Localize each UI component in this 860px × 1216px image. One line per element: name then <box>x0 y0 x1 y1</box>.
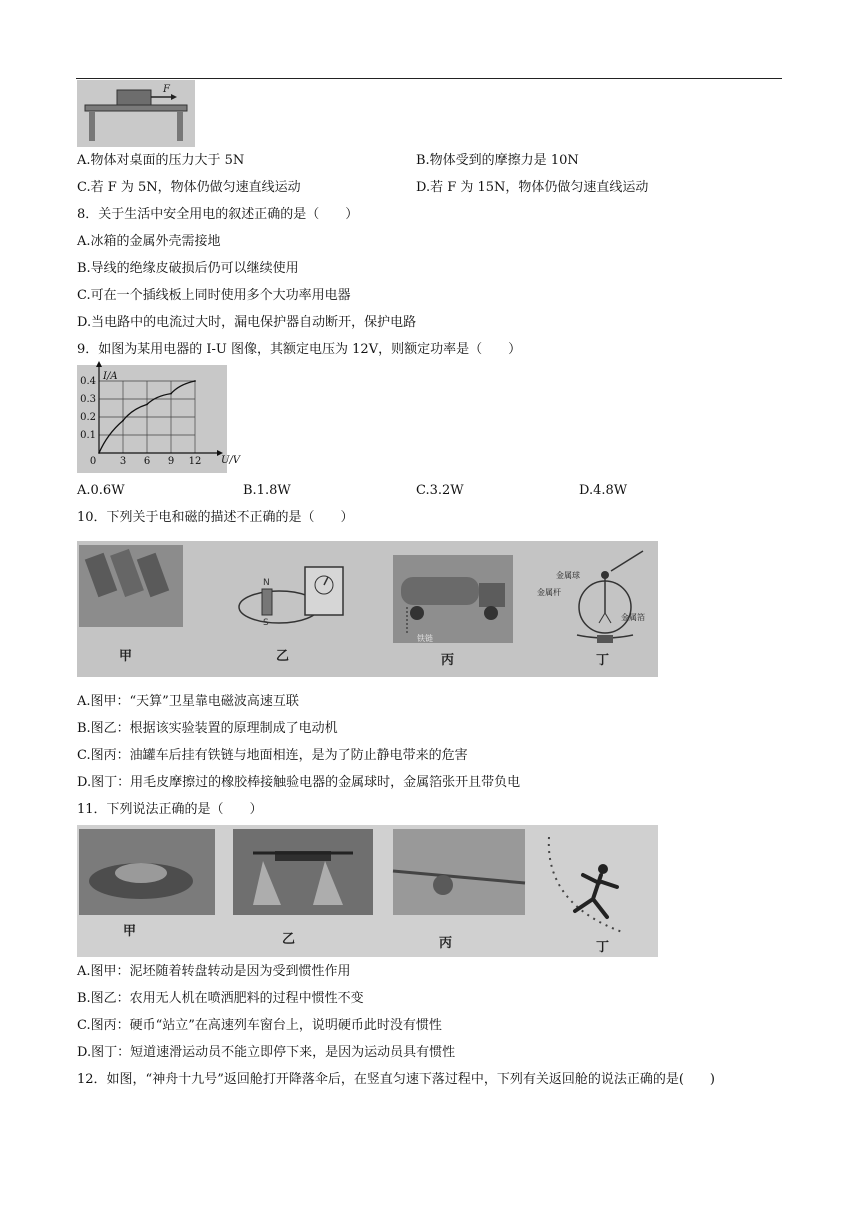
x-axis-label: U/V <box>221 455 241 466</box>
iu-point <box>98 452 100 454</box>
q10-caption-jia: 甲 <box>119 649 133 664</box>
q10-caption-yi: 乙 <box>276 649 290 664</box>
q11-caption-jia: 甲 <box>123 924 137 939</box>
q10-option-b: B.图乙：根据该实验装置的原理制成了电动机 <box>77 721 338 736</box>
iu-point <box>170 393 172 395</box>
q11-option-d: D.图丁：短道速滑运动员不能立即停下来，是因为运动员具有惯性 <box>77 1045 456 1060</box>
q10-stem: 10．下列关于电和磁的描述不正确的是（ ） <box>77 510 354 525</box>
q10-caption-ding: 丁 <box>596 653 610 668</box>
y-axis-arrow <box>96 361 102 367</box>
force-label: F <box>163 84 170 95</box>
q10-figure-strip <box>77 541 658 677</box>
q12-stem: 12．如图，“神舟十九号”返回舱打开降落伞后，在竖直匀速下落过程中，下列有关返回舱的说法正确的是( ) <box>77 1072 715 1087</box>
q8-stem: 8．关于生活中安全用电的叙述正确的是（ ） <box>77 207 359 222</box>
x-tick-label: 6 <box>143 456 151 467</box>
x-tick-label: 12 <box>188 456 202 467</box>
y-tick-label: 0.4 <box>80 376 96 387</box>
iu-point <box>194 380 196 382</box>
x-tick-label: 3 <box>119 456 127 467</box>
x-tick-label: 0 <box>89 456 97 467</box>
q9-option-b: B.1.8W <box>243 483 291 498</box>
q9-stem: 9．如图为某用电器的 I-U 图像，其额定电压为 12V，则额定功率是（ ） <box>77 342 522 357</box>
q11-option-a: A.图甲：泥坯随着转盘转动是因为受到惯性作用 <box>77 964 351 979</box>
top-rule <box>76 78 782 79</box>
y-tick-label: 0.3 <box>80 394 96 405</box>
q9-option-d: D.4.8W <box>579 483 628 498</box>
x-tick-label: 9 <box>167 456 175 467</box>
y-axis-label: I/A <box>103 371 118 382</box>
iu-chart <box>77 365 241 473</box>
q8-option-c: C.可在一个插线板上同时使用多个大功率用电器 <box>77 288 351 303</box>
q11-stem: 11．下列说法正确的是（ ） <box>77 802 263 817</box>
q7-option-a: A.物体对桌面的压力大于 5N <box>77 153 245 168</box>
iu-graph-figure <box>77 365 241 473</box>
q10-option-a: A.图甲：“天算”卫星靠电磁波高速互联 <box>77 694 299 709</box>
q10-caption-bing: 丙 <box>441 653 455 668</box>
q10-option-c: C.图丙：油罐车后挂有铁链与地面相连，是为了防止静电带来的危害 <box>77 748 468 763</box>
svg-text:S: S <box>263 618 269 628</box>
q11-caption-ding: 丁 <box>596 940 610 955</box>
q7-option-b: B.物体受到的摩擦力是 10N <box>416 153 579 168</box>
q10-option-d: D.图丁：用毛皮摩擦过的橡胶棒接触验电器的金属球时，金属箔张开且带负电 <box>77 775 521 790</box>
q8-option-b: B.导线的绝缘皮破损后仍可以继续使用 <box>77 261 299 276</box>
q8-option-d: D.当电路中的电流过大时，漏电保护器自动断开，保护电路 <box>77 315 417 330</box>
label-iron-chain: 铁链 <box>417 634 433 643</box>
label-metal-rod: 金属杆 <box>537 588 561 597</box>
y-tick-label: 0.2 <box>80 412 96 423</box>
q11-option-c: C.图丙：硬币“站立”在高速列车窗台上，说明硬币此时没有惯性 <box>77 1018 442 1033</box>
q11-caption-yi: 乙 <box>282 932 296 947</box>
iu-point <box>146 404 148 406</box>
iu-point <box>122 420 124 422</box>
q7-option-c: C.若 F 为 5N，物体仍做匀速直线运动 <box>77 180 301 195</box>
q7-option-d: D.若 F 为 15N，物体仍做匀速直线运动 <box>416 180 649 195</box>
q11-figure-strip <box>77 825 658 957</box>
y-tick-label: 0.1 <box>80 430 96 441</box>
label-metal-foil: 金属箔 <box>621 613 645 622</box>
q11-caption-bing: 丙 <box>439 936 453 951</box>
block-on-table-figure <box>77 80 195 147</box>
q9-option-c: C.3.2W <box>416 483 464 498</box>
q11-option-b: B.图乙：农用无人机在喷洒肥料的过程中惯性不变 <box>77 991 364 1006</box>
label-metal-ball: 金属球 <box>556 571 580 580</box>
q8-option-a: A.冰箱的金属外壳需接地 <box>77 234 221 249</box>
q9-option-a: A.0.6W <box>77 483 125 498</box>
svg-text:N: N <box>263 578 270 588</box>
